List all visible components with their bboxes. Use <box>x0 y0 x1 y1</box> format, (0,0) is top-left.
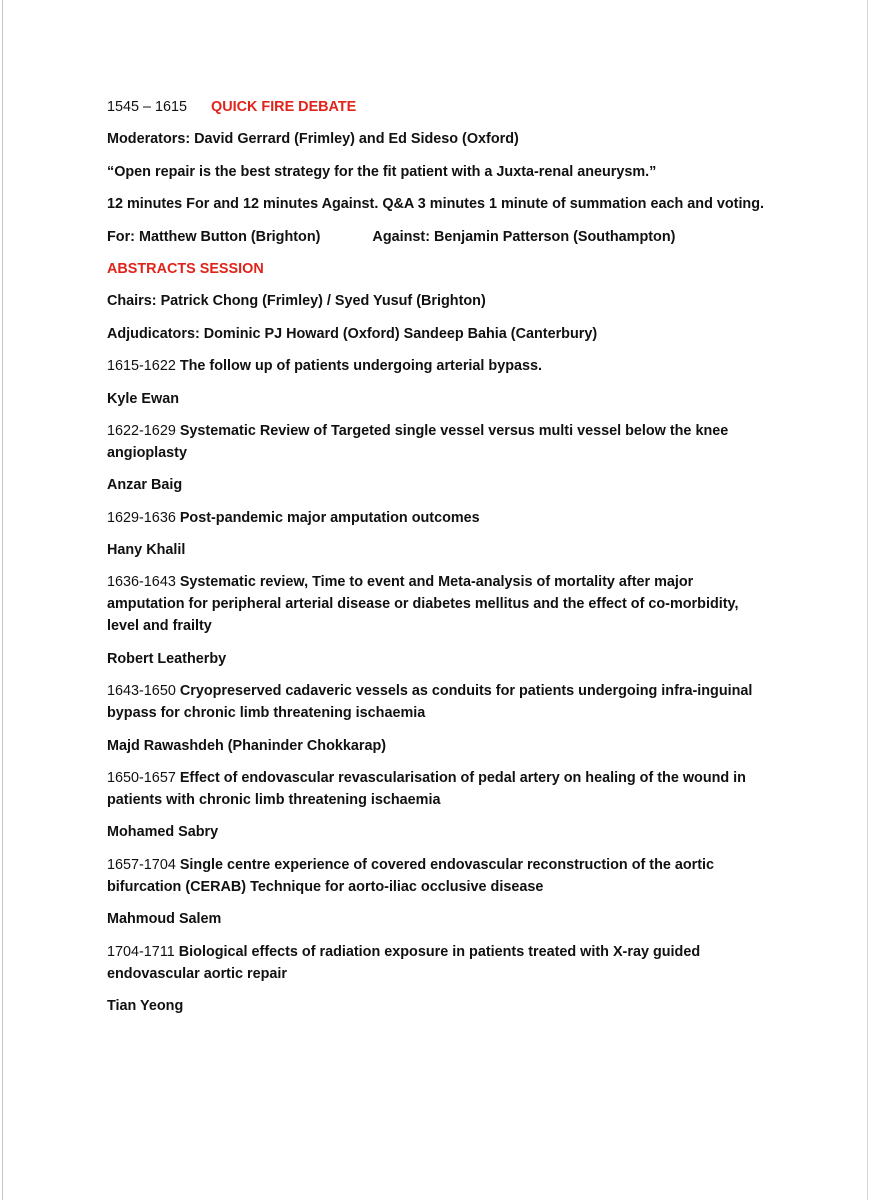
abstract-title: Systematic review, Time to event and Meta-analysis of mortality after major amputation for peripheral arterial disease or diabetes mellitus and the effect of co-morbidity, level and frailty <box>107 574 739 635</box>
abstract-time: 1629-1636 <box>107 509 176 526</box>
abstract-title: Effect of endovascular revascularisation of pedal artery on healing of the wound in patients with chronic limb threatening ischaemia <box>107 770 746 809</box>
abstract-item <box>107 507 767 529</box>
abstract-time: 1704-1711 <box>107 943 175 960</box>
abstract-time: 1643-1650 <box>107 683 176 700</box>
abstract-title: Systematic Review of Targeted single vessel versus multi vessel below the knee angioplasty <box>107 422 729 461</box>
abstracts-chairs: Chairs: Patrick Chong (Frimley) / Syed Yusuf (Brighton) <box>107 293 486 310</box>
debate-speakers <box>107 226 767 248</box>
abstract-presenter: Tian Yeong <box>107 997 184 1014</box>
abstract-time: 1615-1622 <box>107 358 176 375</box>
abstracts-adjudicators: Adjudicators: Dominic PJ Howard (Oxford) Sandeep Bahia (Canterbury) <box>107 325 598 342</box>
programme-content <box>107 96 767 1027</box>
abstract-list <box>107 355 767 1017</box>
abstract-item <box>107 420 767 464</box>
abstract-title: The follow up of patients undergoing arterial bypass. <box>179 358 543 375</box>
abstract-title: Biological effects of radiation exposure in patients treated with X-ray guided endovascular aortic repair <box>107 943 701 982</box>
abstract-item <box>107 680 767 724</box>
abstract-title: Single centre experience of covered endovascular reconstruction of the aortic bifurcation (CERAB) Technique for aorto-iliac occlusive disease <box>107 856 715 895</box>
abstract-item <box>107 355 767 377</box>
document-page <box>2 0 868 1200</box>
abstract-presenter: Anzar Baig <box>107 477 183 494</box>
abstract-presenter: Majd Rawashdeh (Phaninder Chokkarap) <box>107 737 387 754</box>
abstract-item <box>107 571 767 637</box>
abstract-time: 1657-1704 <box>107 856 176 873</box>
abstract-presenter: Mohamed Sabry <box>107 824 219 841</box>
abstract-presenter: Hany Khalil <box>107 542 186 559</box>
abstract-presenter: Robert Leatherby <box>107 650 227 667</box>
debate-title: QUICK FIRE DEBATE <box>211 99 357 115</box>
debate-against-speaker: Against: Benjamin Patterson (Southampton) <box>372 228 676 245</box>
abstract-time: 1650-1657 <box>107 770 176 787</box>
debate-for-speaker: For: Matthew Button (Brighton) <box>107 228 321 245</box>
abstract-presenter: Mahmoud Salem <box>107 911 222 928</box>
debate-motion: “Open repair is the best strategy for the fit patient with a Juxta-renal aneurysm.” <box>107 163 657 180</box>
debate-header <box>107 96 767 118</box>
debate-time: 1545 – 1615 <box>107 99 188 115</box>
abstract-title: Cryopreserved cadaveric vessels as conduits for patients undergoing infra-inguinal bypass for chronic limb threatening ischaemia <box>107 683 753 722</box>
abstracts-heading: ABSTRACTS SESSION <box>107 260 264 277</box>
abstract-time: 1636-1643 <box>107 574 176 591</box>
abstract-title: Post-pandemic major amputation outcomes <box>179 509 480 526</box>
abstract-item <box>107 854 767 898</box>
debate-moderators: Moderators: David Gerrard (Frimley) and Ed Sideso (Oxford) <box>107 131 519 148</box>
abstract-presenter: Kyle Ewan <box>107 390 179 407</box>
debate-format: 12 minutes For and 12 minutes Against. Q&A 3 minutes 1 minute of summation each and voting. <box>107 196 765 213</box>
abstract-item <box>107 767 767 811</box>
abstract-item <box>107 941 767 985</box>
abstract-time: 1622-1629 <box>107 422 176 439</box>
